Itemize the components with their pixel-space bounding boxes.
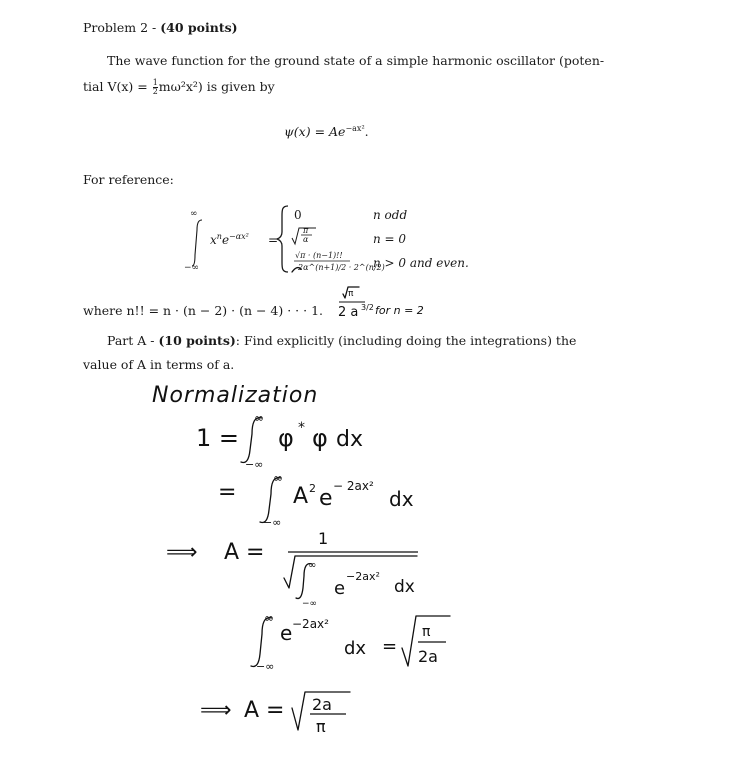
part-a-points: (10 points) [158, 333, 236, 348]
svg-text:*: * [298, 420, 305, 436]
svg-text:φ: φ [278, 424, 294, 452]
svg-text:dx: dx [336, 427, 363, 452]
svg-text:−∞: −∞ [245, 458, 264, 471]
for-reference-label: For reference: [83, 172, 174, 187]
step5-implies: ⟹ [200, 698, 232, 723]
svg-text:dx: dx [394, 577, 415, 597]
svg-text:dx: dx [344, 638, 367, 659]
svg-text:−∞: −∞ [256, 660, 275, 673]
svg-text:φ: φ [312, 424, 328, 452]
reference-integral [180, 200, 500, 280]
integrand: $x^ne^{-\alpha x^2}$ [210, 232, 249, 247]
handwritten-title: Normalization [152, 383, 319, 408]
lower-limit-neg-infinity: −∞ [184, 263, 200, 273]
step2-eq: = [218, 480, 237, 505]
svg-text:∞: ∞ [254, 411, 264, 425]
step3-lhs: A = [224, 540, 265, 565]
fraction-one-half: $\frac{1}{2}$ [152, 78, 158, 96]
svg-text:∞: ∞ [264, 611, 274, 625]
part-a-line-1: Part A - (10 points): Find explicitly (including doing the integrations) the [107, 333, 577, 348]
svg-text:π: π [348, 289, 354, 299]
step4-integral [250, 610, 470, 680]
svg-text:=: = [382, 636, 398, 657]
svg-text:∞: ∞ [308, 560, 317, 571]
case-even-cond: n > 0 and even. [373, 256, 469, 270]
svg-text:−∞: −∞ [302, 599, 318, 609]
margin-note-text: for n = 2 [375, 304, 424, 317]
case-even-numerator: √π · (n−1)!! [295, 251, 343, 260]
svg-text:A: A [293, 484, 309, 509]
svg-text:2a: 2a [312, 695, 332, 714]
svg-text:3/2: 3/2 [361, 303, 374, 312]
step2-integral [255, 470, 455, 530]
wavefunction-exponent: −ax² [345, 124, 365, 133]
step5-result [290, 688, 370, 738]
svg-text:e: e [334, 578, 346, 599]
svg-text:e: e [280, 621, 293, 645]
svg-text:∞: ∞ [273, 471, 283, 485]
svg-text:e: e [319, 486, 333, 511]
case-zero-cond: n = 0 [373, 232, 407, 246]
svg-text:2α^(n+1)/2 · 2^(n/2): 2α^(n+1)/2 · 2^(n/2) [298, 263, 385, 272]
case-odd-value: 0 [294, 208, 302, 222]
svg-text:dx: dx [389, 487, 414, 511]
svg-text:π: π [316, 717, 326, 736]
svg-text:−∞: −∞ [263, 516, 282, 529]
step1-lhs: 1 = [196, 424, 240, 452]
svg-text:2a: 2a [418, 647, 438, 666]
svg-text:−2ax²: −2ax² [346, 570, 380, 583]
svg-text:− 2ax²: − 2ax² [333, 479, 374, 493]
equals-sign: = [268, 233, 279, 247]
upper-limit-infinity: ∞ [190, 209, 198, 219]
case-odd-cond: n odd [373, 208, 408, 222]
double-factorial-definition: where n!! = n · (n − 2) · (n − 4) · · · 1. [83, 303, 323, 318]
svg-text:1: 1 [318, 529, 329, 548]
svg-text:−2ax²: −2ax² [292, 617, 329, 631]
integral-sign [192, 220, 202, 266]
intro-line-2: tial V(x) = $\frac{1}{2}$ mω²x²) is given by [83, 78, 275, 96]
step3-fraction [282, 528, 452, 608]
svg-text:π: π [303, 226, 309, 235]
svg-text:2 a: 2 a [338, 305, 359, 320]
margin-note [335, 284, 485, 324]
intro-line-1: The wave function for the ground state of a simple harmonic oscillator (poten- [107, 53, 605, 68]
svg-text:π: π [422, 624, 431, 640]
part-a-line-2: value of A in terms of a. [83, 357, 235, 372]
problem-heading: Problem 2 - (40 points) [83, 20, 238, 35]
cases-brace [277, 206, 288, 272]
svg-text:α: α [303, 235, 309, 244]
step1-integral [240, 410, 380, 470]
svg-text:2: 2 [309, 482, 316, 495]
step3-implies: ⟹ [166, 540, 198, 565]
step5-lhs: A = [244, 698, 285, 723]
problem-points: (40 points) [160, 20, 238, 35]
wavefunction-equation: $\psi(x) = Ae^{-ax^2}$. [284, 124, 369, 140]
